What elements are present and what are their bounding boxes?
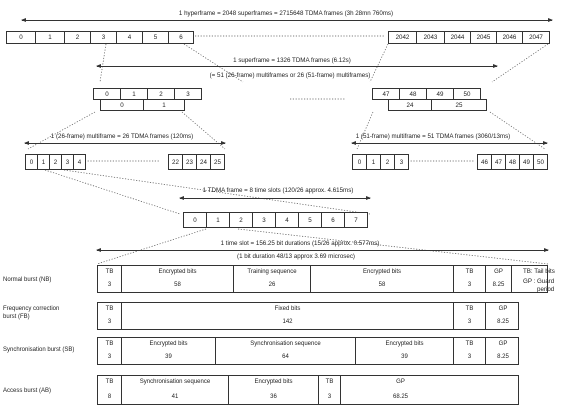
- multiframe26-cell: 2: [49, 154, 62, 170]
- normal-burst: [97, 265, 548, 293]
- timeslot-label: 1 time slot = 156.25 bit durations (15/26 approx. 0.577ms): [220, 240, 380, 247]
- superframe-cell: 3: [174, 88, 202, 100]
- burst-field-tb: TB 3: [98, 303, 122, 329]
- frequency-burst-name: Frequency correction burst (FB): [3, 306, 60, 320]
- multiframe51-cell: 47: [491, 154, 506, 170]
- multiframe51-cell: 48: [505, 154, 520, 170]
- tdma-slot: 7: [344, 212, 368, 228]
- multiframe51-cell: 46: [477, 154, 492, 170]
- tdma-slot: 1: [206, 212, 230, 228]
- burst-field-tb: TB 3: [454, 303, 486, 329]
- multiframe51-cell: 49: [519, 154, 534, 170]
- sync-burst-name: Synchronisation burst (SB): [3, 347, 75, 353]
- multiframe26-label: 1 (26-frame) multiframe = 26 TDMA frames (120ms): [50, 133, 194, 140]
- burst-field-tb: TB 3: [454, 266, 486, 292]
- burst-field-training-sequence: Training sequence 26: [234, 266, 311, 292]
- access-burst: [97, 375, 519, 405]
- superframe-label: 1 superframe = 1326 TDMA frames (6.12s): [233, 57, 351, 64]
- legend-guard-period-cont: period: [537, 286, 555, 293]
- superframe-cell: 48: [399, 88, 427, 100]
- multiframe51-cell: 50: [533, 154, 548, 170]
- burst-field-gp: GP 8.25: [497, 341, 509, 360]
- hyperframe-cell: 2045: [470, 31, 497, 44]
- tdma-slot: 2: [229, 212, 253, 228]
- superframe-cell: 0: [100, 99, 144, 111]
- multiframe26-cell: 0: [25, 154, 38, 170]
- hyperframe-cell: 4: [116, 31, 143, 44]
- burst-field-encrypted-bits: Encrypted bits 36: [229, 376, 319, 404]
- tdma-arrow: [180, 198, 370, 199]
- burst-field-tb: TB 8: [98, 376, 122, 404]
- superframe-cell: 24: [388, 99, 432, 111]
- hyperframe-cell: 3: [90, 31, 117, 44]
- hyperframe-cell: 2042: [388, 31, 417, 44]
- burst-field-encrypted-bits: Encrypted bits 39: [356, 338, 454, 364]
- burst-field-encrypted-bits: Encrypted bits 39: [122, 338, 216, 364]
- multiframe51-cell: 3: [394, 154, 409, 170]
- multiframe51-arrow: [352, 143, 547, 144]
- multiframe51-cell: 2: [380, 154, 395, 170]
- superframe-cell: 25: [431, 99, 487, 111]
- timeslot-arrow: [97, 250, 548, 251]
- multiframe26-cell: 22: [168, 154, 183, 170]
- burst-field-fixed-bits: Fixed bits 142: [122, 303, 454, 329]
- superframe-arrow: [97, 66, 497, 67]
- burst-field-encrypted-bits: Encrypted bits 58: [122, 266, 234, 292]
- burst-field-tb: TB 3: [98, 266, 122, 292]
- hyperframe-cell: 1: [35, 31, 65, 44]
- legend-tail-bits: TB: Tail bits: [523, 268, 555, 275]
- multiframe26-arrow: [25, 143, 225, 144]
- multiframe26-cell: 4: [73, 154, 86, 170]
- hyperframe-label: 1 hyperframe = 2048 superframes = 2715648 TDMA frames (3h 28mn 760ms): [178, 10, 394, 17]
- tdma-slot: 6: [321, 212, 345, 228]
- superframe-cell: 2: [147, 88, 175, 100]
- multiframe26-cell: 25: [210, 154, 225, 170]
- access-burst-name: Access burst (AB): [3, 388, 52, 394]
- frequency-correction-burst: [97, 302, 519, 330]
- burst-field-synchronisation-sequence: Synchronisation sequence 64: [216, 338, 356, 364]
- multiframe26-cell: 3: [61, 154, 74, 170]
- tdma-slot: 5: [298, 212, 322, 228]
- superframe-sublabel: (= 51 (26-frame) multiframes or 26 (51-frame) multiframes): [209, 72, 371, 79]
- multiframe51-cell: 1: [366, 154, 381, 170]
- tdma-slot: 4: [275, 212, 299, 228]
- tdma-slot: 3: [252, 212, 276, 228]
- hyperframe-cell: 2044: [444, 31, 471, 44]
- burst-field-tb: TB 3: [319, 376, 341, 404]
- hyperframe-cell: 2: [64, 31, 91, 44]
- superframe-cell: 1: [120, 88, 148, 100]
- hyperframe-cell: 2047: [522, 31, 550, 44]
- superframe-cell: 1: [143, 99, 185, 111]
- multiframe26-cell: 24: [196, 154, 211, 170]
- multiframe26-cell: 1: [37, 154, 50, 170]
- synchronisation-burst: [97, 337, 519, 365]
- multiframe51-cell: 0: [352, 154, 367, 170]
- hyperframe-cell: 2043: [416, 31, 445, 44]
- superframe-cell: 49: [426, 88, 454, 100]
- burst-field-tb: TB 3: [454, 338, 486, 364]
- legend-guard-period: GP : Guard: [523, 278, 555, 285]
- burst-field-gp: GP 68.25: [392, 379, 408, 400]
- timeslot-sublabel: (1 bit duration 48/13 approx 3.69 microsec): [237, 253, 355, 260]
- burst-field-tb: TB 3: [98, 338, 122, 364]
- superframe-cell: 47: [372, 88, 400, 100]
- hyperframe-cell: 0: [6, 31, 36, 44]
- multiframe51-label: 1 (51-frame) multiframe = 51 TDMA frames (3060/13ms): [355, 133, 511, 140]
- superframe-cell: 50: [453, 88, 481, 100]
- superframe-cell: 0: [93, 88, 121, 100]
- burst-field-gp: GP 8.25: [486, 266, 512, 292]
- hyperframe-cell: 5: [142, 31, 169, 44]
- hyperframe-cell: 6: [168, 31, 194, 44]
- multiframe26-cell: 23: [182, 154, 197, 170]
- burst-field-encrypted-bits: Encrypted bits 58: [311, 266, 454, 292]
- tdma-label: 1 TDMA frame = 8 time slots (120/26 approx. 4.615ms): [202, 187, 354, 194]
- burst-field-gp: GP 8.25: [497, 306, 509, 325]
- burst-field-synchronisation-sequence: Synchronisation sequence 41: [122, 376, 229, 404]
- normal-burst-name: Normal burst (NB): [3, 277, 52, 283]
- tdma-slot: 0: [183, 212, 207, 228]
- hyperframe-arrow: [22, 20, 552, 21]
- hyperframe-cell: 2046: [496, 31, 523, 44]
